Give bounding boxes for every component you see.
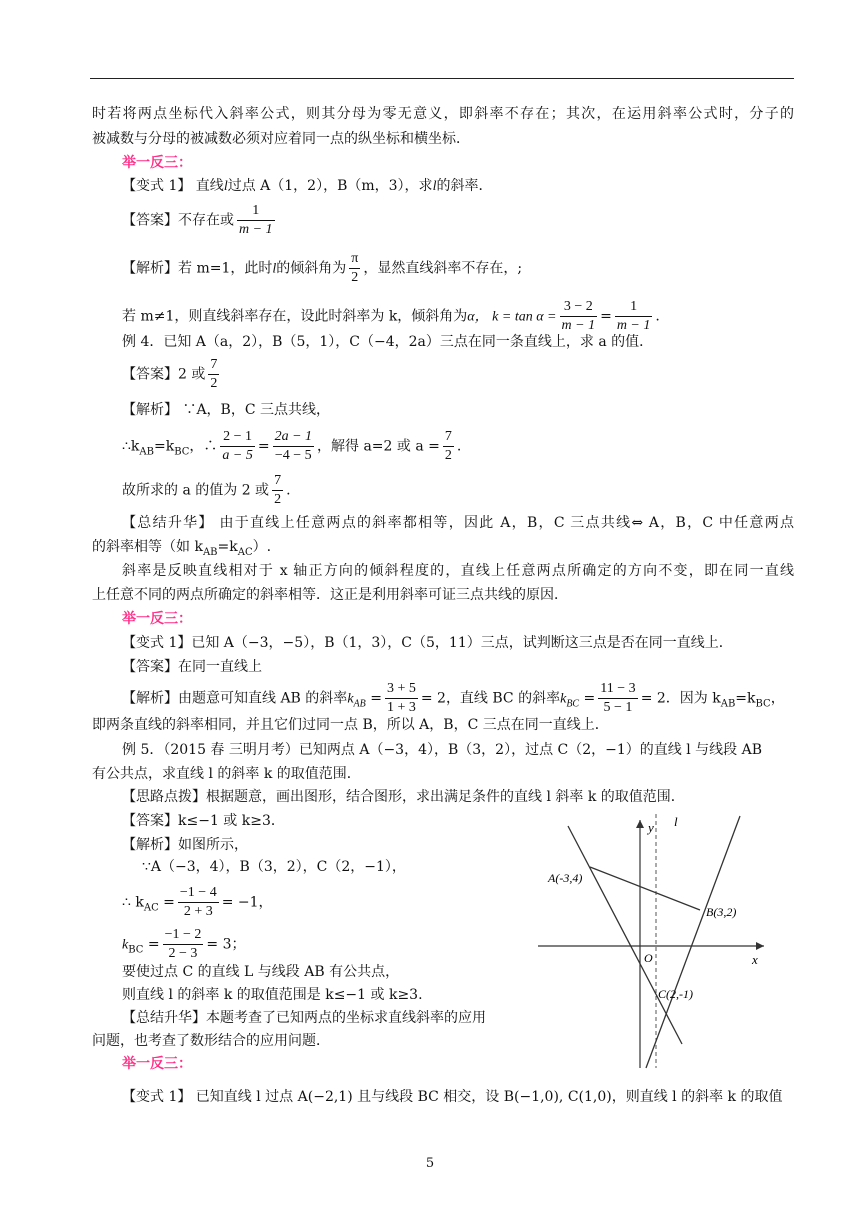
analysis-line: $\therefore k_{AB}=k_{BC}$，∴ $\frac{2 - 1}{a - 5}$ = $\frac{2a - 1}{-4 - 5}$ ，解得 a=2 或 a = $\frac{7}{2}$ .	[122, 429, 462, 463]
label-c: C(2,-1)	[658, 987, 693, 1001]
answer-line: 【答案】在同一直线上	[122, 659, 262, 675]
text-line: 时若将两点坐标代入斜率公式，则其分母为零无意义，即斜率不存在；其次，在运用斜率公式时，分子的	[92, 106, 794, 122]
label-b: B(3,2)	[706, 905, 737, 919]
label-y: y	[648, 820, 654, 835]
section-heading: 举一反三：	[122, 611, 192, 627]
label-x: x	[752, 952, 758, 967]
line-slope-neg1	[568, 826, 682, 1044]
analysis-line: 即两条直线的斜率相同，并且它们过同一点 B，所以 A，B，C 三点在同一直线上．	[92, 717, 609, 733]
line-slope-3	[646, 816, 740, 1068]
summary-line: 的斜率相等（如 $k_{AB}=k_{AC}$）.	[92, 539, 272, 558]
analysis-line: 【解析】 ∵A，B，C 三点共线，	[122, 402, 331, 418]
analysis-line: 故所求的 a 的值为 2 或 $\frac{7}{2}$ .	[122, 473, 291, 507]
summary-line: 【总结升华】本题考查了已知两点的坐标求直线斜率的应用	[122, 1010, 486, 1026]
example-question: 例 4．已知 A（a，2），B（5，1），C（−4，2a）三点在同一条直线上，求 a 的值．	[122, 334, 654, 350]
label-a: A(-3,4)	[548, 871, 583, 885]
text-line: 上任意不同的两点所确定的斜率相等．这正是利用斜率可证三点共线的原因．	[92, 587, 568, 603]
analysis-line: 【解析】若 m=1，此时l的倾斜角为 $\frac{\pi}{2}$ ，显然直线斜率不存在，;	[122, 251, 523, 285]
label-origin: O	[644, 951, 653, 965]
answer-line: 【答案】k≤−1 或 k≥3．	[122, 813, 285, 829]
answer-line: 【答案】2 或 $\frac{7}{2}$	[122, 357, 218, 391]
variant-question: 【变式 1】 直线l过点 A（1，2），B（m，3），求l的斜率．	[122, 178, 493, 194]
variant-question: 【变式 1】 已知直线 l 过点 A(−2,1) 且与线段 BC 相交，设 B(−1,0), C(1,0)，则直线 l 的斜率 k 的取值	[122, 1089, 783, 1105]
x-axis-arrow-icon	[756, 942, 764, 950]
text-line: 斜率是反映直线相对于 x 轴正方向的倾斜程度的，直线上任意两点所确定的方向不变，即在同一直线	[122, 563, 794, 579]
analysis-line: ∵A（−3，4），B（3，2），C（2，−1），	[142, 859, 406, 875]
summary-line: 问题，也考查了数形结合的应用问题．	[92, 1033, 330, 1049]
label-l: l	[674, 814, 678, 829]
variant-question: 【变式 1】已知 A（−3，−5），B（1，3），C（5，11）三点，试判断这三点是否在同一直线上．	[122, 635, 733, 651]
analysis-line: 【解析】由题意可知直线 AB 的斜率$k_{AB}$ = $\frac{3 + 5}{1 + 3}$ = 2，直线 BC 的斜率$k_{BC}$ = $\frac{11 - 3}{5 - 1}$ = 2．因为 $k_{AB}=k_{BC}$，	[122, 681, 785, 715]
geometry-figure	[530, 812, 770, 1070]
answer-line: 【答案】不存在或 $\frac{1}{m - 1}$	[122, 203, 273, 237]
analysis-line: 【解析】如图所示，	[122, 837, 248, 853]
example-question: 有公共点，求直线 l 的斜率 k 的取值范围．	[92, 766, 361, 782]
text-line: 被减数与分母的被减数必须对应着同一点的纵坐标和横坐标．	[92, 131, 470, 147]
summary-line: 【总结升华】 由于直线上任意两点的斜率都相等，因此 A，B，C 三点共线⇔ A，B，C 中任意两点	[122, 515, 794, 531]
segment-ab	[590, 867, 700, 910]
page-number: 5	[425, 1156, 435, 1171]
example-question: 例 5．（2015 春 三明月考）已知两点 A（−3，4），B（3，2），过点 C（2，−1）的直线 l 与线段 AB	[122, 742, 763, 758]
y-axis-arrow-icon	[636, 820, 644, 828]
hint-line: 【思路点拨】根据题意，画出图形，结合图形，求出满足条件的直线 l 斜率 k 的取值范围．	[122, 789, 685, 805]
analysis-line: 则直线 l 的斜率 k 的取值范围是 k≤−1 或 k≥3.	[122, 987, 423, 1003]
analysis-line: 若 m≠1，则直线斜率存在，设此时斜率为 k，倾斜角为α， k = tan α = $\frac{3 - 2}{m - 1}$ = $\frac{1}{m - 1}$ .	[122, 299, 660, 333]
analysis-line: 要使过点 C 的直线 L 与线段 AB 有公共点，	[122, 964, 400, 980]
analysis-line: $k_{BC}$ = $\frac{-1 - 2}{2 - 3}$ = 3；	[122, 927, 246, 961]
analysis-line: ∴ $k_{AC}$ = $\frac{-1 - 4}{2 + 3}$ = −1，	[122, 885, 273, 919]
header-rule	[90, 78, 794, 79]
section-heading: 举一反三：	[122, 1056, 192, 1072]
section-heading: 举一反三：	[122, 155, 192, 171]
